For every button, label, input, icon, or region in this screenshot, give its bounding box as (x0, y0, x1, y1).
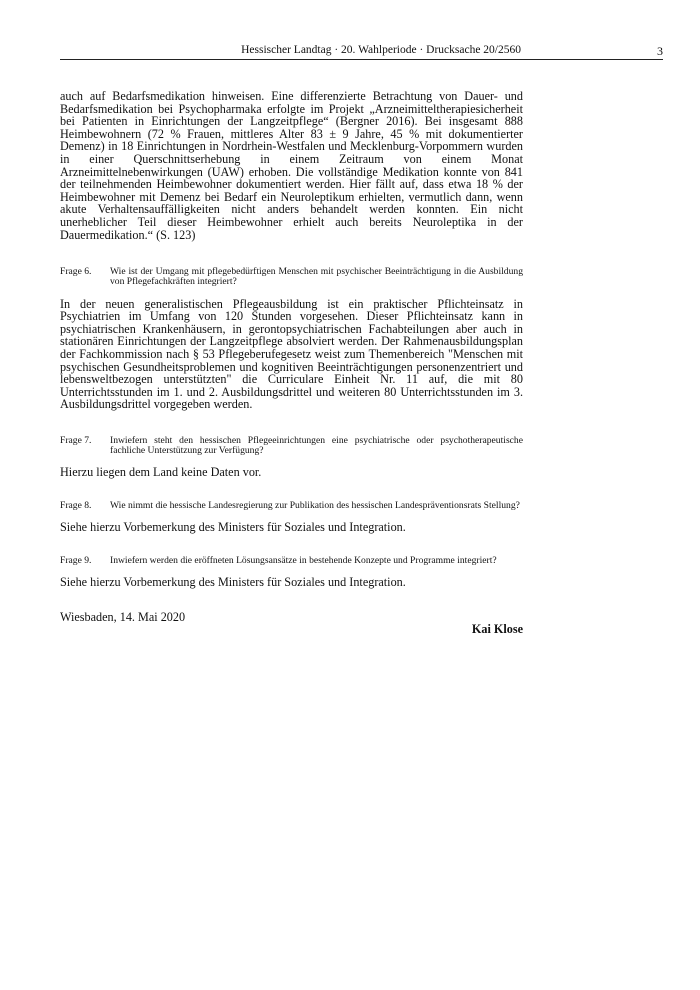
question-label: Frage 8. (60, 499, 92, 511)
question-label: Frage 7. (60, 434, 92, 446)
answer-7: Hierzu liegen dem Land keine Daten vor. (60, 465, 262, 480)
page-number: 3 (657, 44, 663, 58)
page-header (60, 44, 663, 58)
signatory-name: Kai Klose (471, 622, 523, 637)
place-date: Wiesbaden, 14. Mai 2020 (60, 610, 186, 625)
question-9 (60, 556, 523, 566)
signoff (60, 610, 523, 640)
document-body (60, 90, 523, 640)
question-text: Wie ist der Umgang mit pflegebedürftigen Menschen mit psychischer Beeinträchtigung in die Ausbildung von Pflegefachkräften integriert? (110, 266, 523, 288)
answer-9: Siehe hierzu Vorbemerkung des Ministers für Soziales und Integration. (60, 574, 406, 589)
answer-8: Siehe hierzu Vorbemerkung des Ministers für Soziales und Integration. (60, 520, 406, 535)
header-rule (60, 59, 663, 60)
question-text: Inwiefern steht den hessischen Pflegeeinrichtungen eine psychiatrische oder psychotherapeutische fachliche Unterstützung zur Verfügung? (110, 434, 523, 457)
question-7 (60, 436, 523, 456)
question-label: Frage 6. (60, 266, 92, 278)
question-6 (60, 267, 523, 287)
running-title: Hessischer Landtag · 20. Wahlperiode · Drucksache 20/2560 (241, 44, 521, 56)
answer-6: In der neuen generalistischen Pflegeausbildung ist ein praktischer Pflichteinsatz in Psychiatrien im Umfang von 120 Stunden vorgesehen. Dieser Pflichteinsatz kann in psychiatrischen Krankenhäusern, in gerontopsychiatrischen Fachabteilungen aber auch in stationären Einrichtungen der Langzeitpflege absolviert werden. Der Rahmenausbildungsplan der Fachkommission nach § 53 Pflegeberufegesetz weist zum Themenbereich "Menschen mit psychischen Gesundheitsproblemen und kognitiven Beeinträchtigungen personenzentriert und lebensweltbezogen unterstützten" die Curriculare Einheit Nr. 11 auf, die mit 80 Unterrichtsstunden im 1. und 2. Ausbildungsdrittel und weiteren 80 Unterrichtsstunden im 3. Ausbildungsdrittel vorgegeben werden. (60, 296, 523, 412)
question-8 (60, 501, 523, 511)
question-text: Wie nimmt die hessische Landesregierung zur Publikation des hessischen Landespräventionsrats Stellung? (110, 499, 520, 511)
question-label: Frage 9. (60, 554, 92, 566)
intro-paragraph: auch auf Bedarfsmedikation hinweisen. Eine differenzierte Betrachtung von Dauer- und Bedarfsmedikation bei Psychopharmaka erfolgte im Projekt „Arzneimitteltherapiesicherheit bei Patienten in Einrichtungen der Langzeitpflege“ (Bergner 2016). Bei insgesamt 888 Heimbewohnern (72 % Frauen, mittleres Alter 83 ± 9 Jahre, 45 % mit dokumentierter Demenz) in 18 Einrichtungen in Nordrhein-Westfalen und Mecklenburg-Vorpommern wurden in einer Querschnittserhebung in einem Zeitraum von einem Monat Arzneimittelnebenwirkungen (UAW) erhoben. Die vollständige Medikation konnte von 841 der teilnehmenden Heimbewohner dokumentiert werden. Hier fällt auf, dass etwa 18 % der Heimbewohner mit Demenz bei Bedarf ein Neuroleptikum erhielten, vermutlich dann, wenn akute Verhaltensauffälligkeiten nicht anders behandelt werden konnten. Ein nicht unerheblicher Teil dieser Heimbewohner erhielt auch bereits Neuroleptika in der Dauermedikation.“ (S. 123) (60, 89, 523, 242)
question-text: Inwiefern werden die eröffneten Lösungsansätze in bestehende Konzepte und Programme integriert? (110, 554, 497, 566)
